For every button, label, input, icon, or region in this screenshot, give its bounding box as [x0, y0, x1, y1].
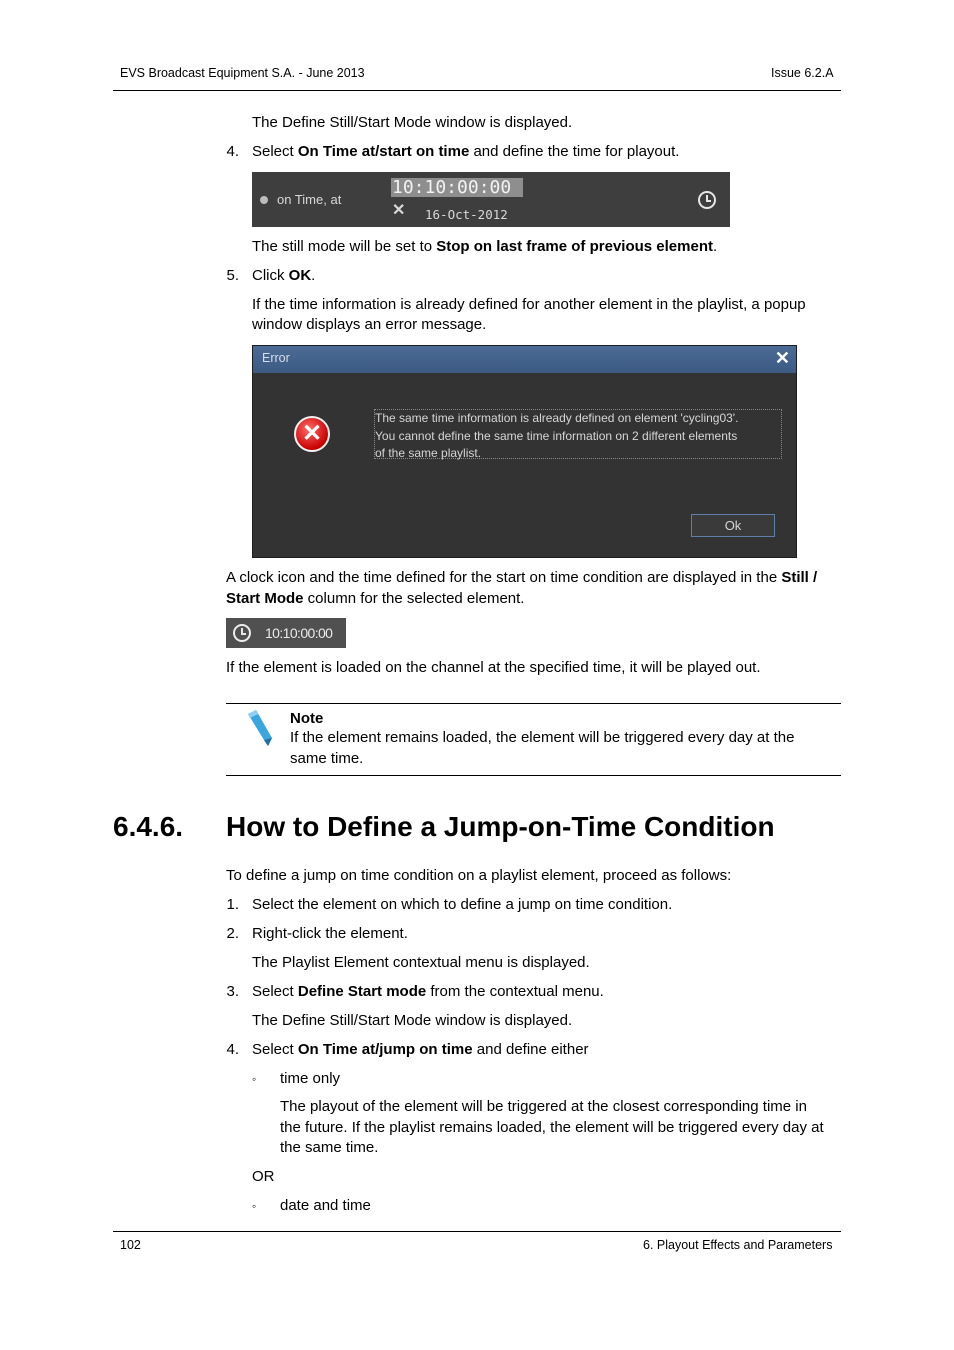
step-number: 3. — [226, 983, 239, 1000]
or-text: OR — [252, 1168, 275, 1185]
footer-rule — [113, 1231, 841, 1232]
bullet-time-only-desc2: the future. If the playlist remains loaded, the element will be triggered every day at — [280, 1119, 824, 1136]
note-title: Note — [290, 710, 324, 727]
header-right: Issue 6.2.A — [771, 66, 834, 80]
footer-page-number: 102 — [120, 1238, 141, 1252]
ok-button[interactable]: Ok — [691, 514, 775, 537]
still-mode-text: The still mode will be set to Stop on last frame of previous element. — [252, 238, 718, 255]
note-line2: same time. — [290, 750, 364, 767]
step-number: 2. — [226, 925, 239, 942]
bullet-time-only-desc3: the same time. — [280, 1139, 379, 1156]
on-time-time-field[interactable]: 10:10:00:00 — [391, 178, 523, 197]
on-time-label: on Time, at — [277, 192, 342, 207]
bullet-date-and-time: date and time — [280, 1197, 371, 1214]
header-rule — [113, 90, 841, 91]
badge-time: 10:10:00:00 — [265, 625, 333, 641]
error-dialog-titlebar — [253, 346, 796, 373]
section-step-4: Select On Time at/jump on time and define either — [252, 1041, 589, 1058]
bullet-time-only: time only — [280, 1070, 341, 1087]
clock-icon — [233, 624, 251, 642]
header-left: EVS Broadcast Equipment S.A. - June 2013 — [120, 66, 365, 80]
step-number: 4. — [226, 143, 239, 160]
note-bottom-rule — [226, 775, 841, 776]
footer-section: 6. Playout Effects and Parameters — [643, 1238, 833, 1252]
clock-para-line1: A clock icon and the time defined for the start on time condition are displayed in the Still / — [226, 569, 818, 586]
clear-icon[interactable]: ✕ — [392, 202, 406, 219]
note-top-rule — [226, 703, 841, 704]
error-icon: ✕ — [294, 416, 330, 452]
bullet-marker: ◦ — [252, 1072, 257, 1086]
bullet-time-only-desc1: The playout of the element will be triggered at the closest corresponding time in — [280, 1098, 807, 1115]
step-number: 5. — [226, 267, 239, 284]
section-step-2-result: The Playlist Element contextual menu is displayed. — [252, 954, 590, 971]
section-step-2: Right-click the element. — [252, 925, 408, 942]
step-number: 1. — [226, 896, 239, 913]
section-title: How to Define a Jump-on-Time Condition — [226, 811, 775, 842]
section-intro: To define a jump on time condition on a playlist element, proceed as follows: — [226, 867, 732, 884]
section-step-3-result: The Define Still/Start Mode window is displayed. — [252, 1012, 573, 1029]
close-icon[interactable]: ✕ — [774, 348, 790, 368]
popup-text-line2: window displays an error message. — [252, 316, 487, 333]
section-step-1: Select the element on which to define a jump on time condition. — [252, 896, 673, 913]
section-step-3: Select Define Start mode from the contextual menu. — [252, 983, 604, 1000]
still-start-time-badge — [226, 618, 346, 648]
clock-icon[interactable] — [698, 191, 716, 209]
section-number: 6.4.6. — [113, 811, 184, 842]
error-message: The same time information is already defined on element 'cycling03'. You cannot define the same time information on 2 different elements of the same playlist. — [374, 409, 782, 459]
on-time-widget — [252, 172, 730, 227]
step-number: 4. — [226, 1041, 239, 1058]
popup-text-line1: If the time information is already defined for another element in the playlist, a popup — [252, 296, 806, 313]
window-displayed-text: The Define Still/Start Mode window is displayed. — [252, 114, 573, 131]
bullet-marker: ◦ — [252, 1199, 257, 1213]
error-dialog-title: Error — [262, 351, 290, 365]
pencil-icon — [244, 708, 274, 748]
clock-para-line2: Start Mode column for the selected element. — [226, 590, 525, 607]
error-dialog — [252, 345, 797, 558]
step-4-start-text: Select On Time at/start on time and define the time for playout. — [252, 143, 680, 160]
step-5-text: Click OK. — [252, 267, 316, 284]
loaded-para: If the element is loaded on the channel at the specified time, it will be played out. — [226, 659, 761, 676]
note-line1: If the element remains loaded, the element will be triggered every day at the — [290, 729, 795, 746]
on-time-date-field[interactable]: 16-Oct-2012 — [425, 207, 508, 222]
on-time-radio[interactable] — [260, 196, 268, 204]
